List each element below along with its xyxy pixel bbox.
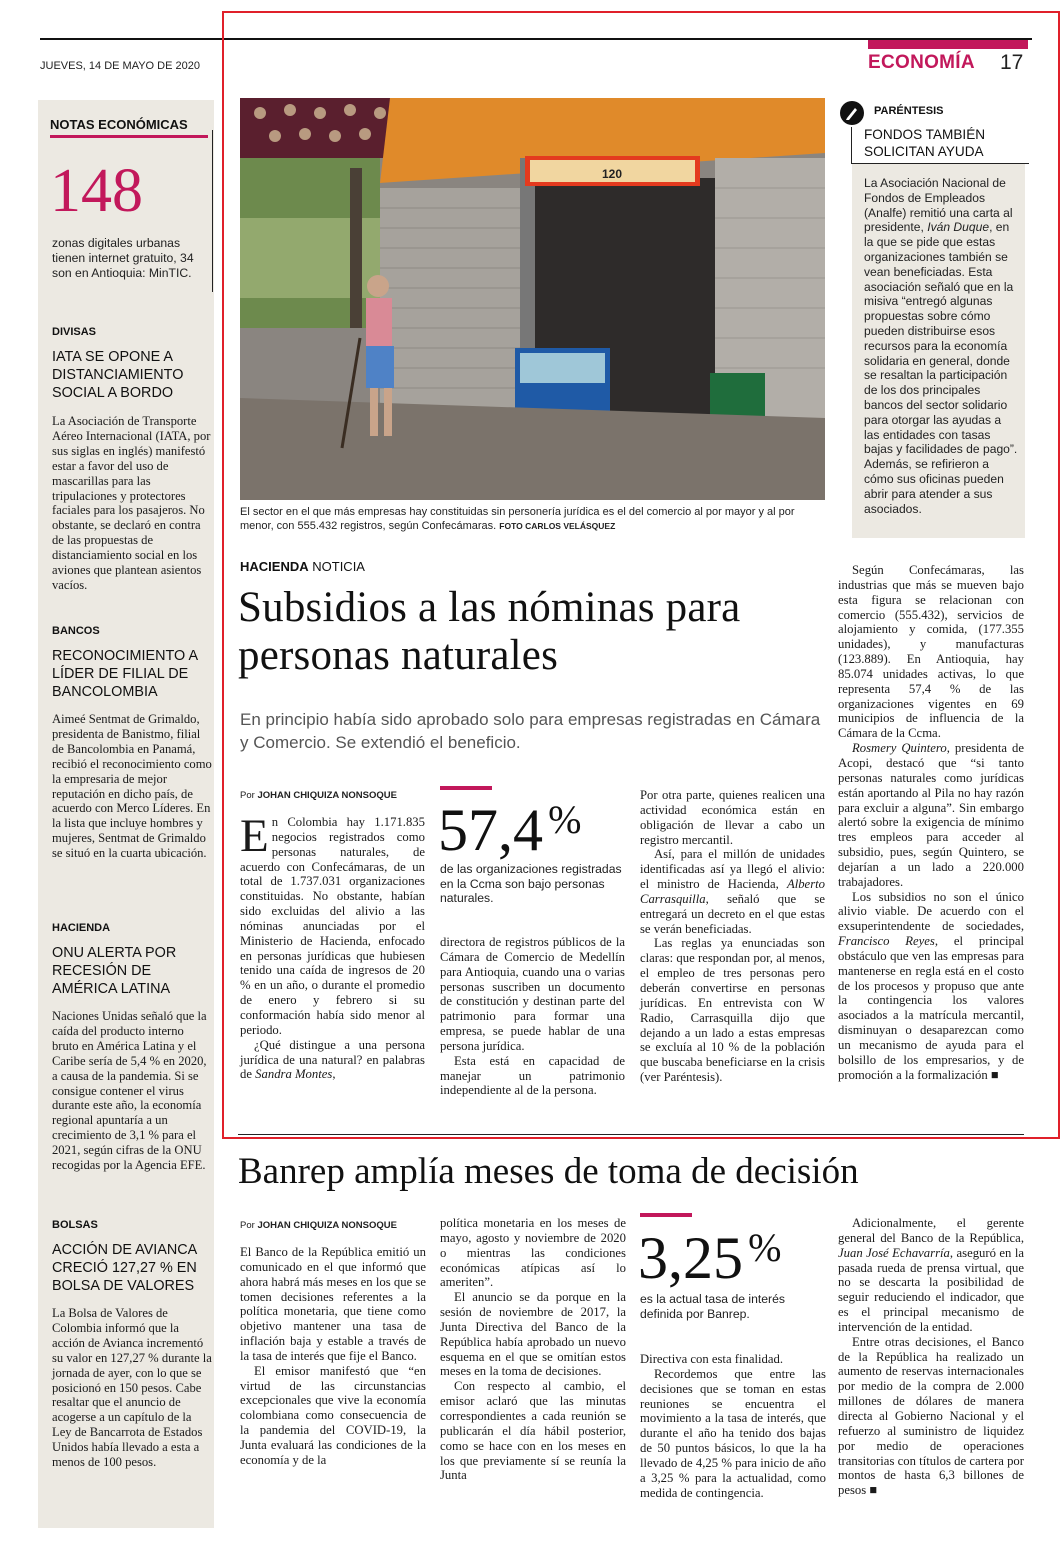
note-category: BOLSAS: [52, 1219, 98, 1231]
parentesis-body-text: La Asociación Nacional de Fondos de Empleados (Analfe) remitió una carta al presidente,: [864, 176, 1013, 235]
second-col-3: [640, 1352, 826, 1500]
main-col-1: [240, 810, 425, 1082]
paragraph-text: Adicionalmente, el gerente general del Banco de la República,: [838, 1216, 1024, 1245]
main-col-3: [640, 788, 825, 1085]
stat-text: de las organizaciones registradas en la Ccma son bajo personas naturales.: [440, 862, 622, 905]
paragraph-text: , el principal obstáculo que ven las empresas para mantenerse en regla está en el costo de los procesos y propuso que ante la contingencia los valores asociados a la matrícula mercantil, disminuyan o desaparezcan como un mecanismo de ayuda para el bolsillo de los empresarios, y de promoción a la formalización ■: [838, 934, 1024, 1082]
paragraph-person: Juan José Echavarría: [838, 1245, 950, 1260]
sidebar-big-number-text: zonas digitales urbanas tienen internet gratuito, 34 son en Antioquia: MinTIC.: [52, 236, 194, 280]
second-col-2: [440, 1216, 626, 1483]
paragraph: [838, 890, 1024, 1083]
note-headline: RECONOCIMIENTO A LÍDER DE FILIAL DE BANCOLOMBIA: [52, 648, 198, 700]
main-col-4: [838, 563, 1024, 1083]
paragraph: El anuncio se da porque en la sesión de noviembre de 2017, la Junta Directiva del Banco de la República había aprobado un nuevo esquema en el que se omitían estos meses en la toma de decisiones.: [440, 1290, 626, 1379]
paragraph: Esta está en capacidad de manejar un patrimonio independiente al de la persona.: [440, 1053, 625, 1098]
paragraph: [240, 1038, 425, 1083]
second-headline: Banrep amplía meses de toma de decisión: [238, 1151, 859, 1192]
note-body: Naciones Unidas señaló que la caída del producto interno bruto en América Latina y el Caribe sería de 5,4 % en 2020, a causa de la pandemia. Si se consigue contener el virus durante este año, la economía regional apuntaría a un crecimiento de 3,1 % para el 2021, según cifras de la ONU recogidas por la Agencia EFE.: [52, 1009, 207, 1173]
paragraph: Las reglas ya enunciadas son claras: que respondan por, al menos, el empleo de tres personas pero deberán convertirse en personas jurídicas. En entrevista con W Radio, Carrasquilla dijo que dejando a un lado a estas empresas se excluía al 10 % de la población que buscaba beneficiarse en la crisis (ver Paréntesis).: [640, 936, 825, 1085]
publication-date: JUEVES, 14 DE MAYO DE 2020: [40, 60, 200, 72]
note-category: HACIENDA: [52, 922, 111, 934]
paragraph-text: Así, para el millón de unidades identificadas así ya llegó el alivio: el ministro de Hacienda,: [640, 847, 825, 892]
kicker-section: HACIENDA: [240, 559, 309, 574]
note-category: DIVISAS: [52, 326, 97, 338]
byline-prefix: Por: [240, 790, 255, 801]
photo-caption-text: El sector en el que más empresas hay constituidas sin personería jurídica es el del comercio al por mayor y al por menor, con 555.432 registros, según Confecámaras.: [240, 506, 795, 532]
article-photo: [240, 98, 825, 500]
paragraph: política monetaria en los meses de mayo, agosto y noviembre de 2020 o mientras las condiciones económicas atípicas así lo ameriten”.: [440, 1216, 626, 1290]
paragraph-text: , aseguró en la pasada rueda de prensa virtual, que no se descarta la posibilidad de seguir reduciendo el indicador, que es el principal mecanismo de intervención de la entidad.: [838, 1245, 1024, 1334]
paragraph: Recordemos que entre las decisiones que se toman en estas reuniones se encuentra el movimiento a la tasa de interés, que durante el año ha tenido dos bajas de 50 puntos básicos, lo que la ha llevado de 4,25 % para inicio de año a 3,25 % para la actualidad, como medida de contingencia.: [640, 1366, 826, 1500]
paragraph-person: Alberto Carrasquilla: [640, 877, 825, 906]
paragraph: Con respecto al cambio, el emisor aclaró que las minutas correspondientes a cada reunión se publicarán el día hábil posterior, como se hace con en los meses en los que previamente sí se reunía la Junta: [440, 1379, 626, 1483]
photo-credit: FOTO CARLOS VELÁSQUEZ: [499, 521, 616, 531]
paragraph: [640, 847, 825, 936]
main-col-2: [440, 935, 625, 1098]
parentesis-body: [864, 176, 1018, 516]
photo-caption: [240, 505, 825, 533]
note-body: Aimeé Sentmat de Grimaldo, presidenta de Banistmo, filial de Bancolombia en Panamá, recibió el reconocimiento como la empresaria de mejor reputación en dicho país, de acuerdo con Merco Líderes. En la lista que incluye hombres y mujeres, Sentmat de Grimaldo se situó en la cuarta ubicación.: [52, 712, 212, 861]
note-body: La Asociación de Transporte Aéreo Internacional (IATA, por sus siglas en inglés) manifestó estar a favor del uso de mascarillas para las tripulaciones y protectores faciales para los pasajeros. No obstante, se declaró en contra de las propuestas de distanciamiento social en los aviones que plantean asientos vacíos.: [52, 414, 211, 592]
page-number: 17: [1000, 51, 1024, 74]
sidebar-title: NOTAS ECONÓMICAS: [50, 117, 188, 132]
byline-author: JOHAN CHIQUIZA NONSOQUE: [257, 790, 397, 801]
main-headline: Subsidios a las nóminas para personas naturales: [238, 584, 741, 679]
second-col-4: [838, 1216, 1024, 1498]
paragraph: directora de registros públicos de la Cámara de Comercio de Medellín para Antioquia, cuando una o varias personas suscriben un documento de constitución y destinan parte del patrimonio para formar una empresa, se puede hablar de una persona jurídica.: [440, 935, 625, 1053]
paragraph: El emisor manifestó que “en virtud de las circunstancias excepcionales que vive la economía colombiana como consecuencia de la pandemia del COVID-19, la Junta evaluará las condiciones de la economía y de la: [240, 1363, 426, 1467]
paragraph: [838, 741, 1024, 889]
stat-unit: %: [548, 797, 582, 842]
byline-author: JOHAN CHIQUIZA NONSOQUE: [257, 1220, 397, 1231]
stat-unit: %: [748, 1225, 782, 1270]
section-rule: [868, 40, 1028, 49]
kicker-type: NOTICIA: [312, 559, 365, 574]
paragraph-text: , señaló que se entregará un decreto en el que estas se verán beneficiadas.: [640, 891, 825, 936]
paragraph-person: Sandra Montes: [255, 1067, 333, 1082]
paragraph: Entre otras decisiones, el Banco de la República ha realizado un aumento de reservas internacionales por medio de la compra de 2.000 millones de dólares de manera directa al Gobierno Nacional y el refuerzo al suministro de liquidez por medio de operaciones transitorias con títulos de cartera por montos de hasta 6,3 billones de pesos ■: [838, 1334, 1024, 1498]
stat-figure: [438, 797, 582, 863]
paragraph-text: ¿Qué distingue a una persona jurídica de una natural? en palabras de: [240, 1037, 425, 1082]
stat-text: es la actual tasa de interés definida por Banrep.: [640, 1292, 785, 1321]
story-divider: [238, 1134, 1024, 1135]
second-col-1: [240, 1245, 426, 1468]
paragraph-text: , presidenta de Acopi, destacó que “si tanto personas naturales como jurídicas están aportando al Pila no hay razón para excluir a alguna”. Sin embargo alertó sobre la exigencia de mínimo tres empleos para acceder al subsidio, pues, según Quintero, se dejarían a un lado a 220.000 trabajadores.: [838, 741, 1024, 889]
main-deck: En principio había sido aprobado solo para empresas registradas en Cámara y Comercio. Se extendió el beneficio.: [240, 710, 821, 752]
note-category: BANCOS: [52, 625, 100, 637]
stat-rule: [640, 1213, 692, 1217]
stat-rule: [440, 786, 492, 790]
parentesis-body-person: Iván Duque: [927, 220, 990, 235]
kiosk-sign-number: 120: [601, 167, 623, 181]
stat-figure: [638, 1225, 782, 1291]
story-kicker: [240, 559, 365, 574]
drop-cap: E: [240, 810, 269, 862]
paragraph-person: Francisco Reyes: [838, 934, 935, 949]
paragraph-text: ,: [332, 1067, 336, 1082]
parentesis-divider: [851, 127, 852, 164]
paragraph: [838, 1216, 1024, 1335]
parentesis-label: PARÉNTESIS: [874, 105, 944, 117]
byline-prefix: Por: [240, 1220, 255, 1231]
sidebar-big-number: 148: [50, 157, 143, 225]
pen-icon: [840, 101, 864, 125]
paragraph: El Banco de la República emitió un comunicado en el que informó que ahora habrá más meses en los que se tomen decisiones referentes a la política monetaria, que tiene como objetivo mantener una tasa de inflación baja y estable a través de la tasa de interés que fije el Banco.: [240, 1245, 426, 1363]
sidebar-title-rule: [50, 135, 208, 138]
note-headline: ACCIÓN DE AVIANCA CRECIÓ 127,27 % EN BOLSA DE VALORES: [52, 1242, 197, 1294]
paragraph-text: Los subsidios no son el único alivio viable. De acuerdo con el exsuperintendente de sociedades,: [838, 889, 1024, 934]
paragraph: Directiva con esta finalidad.: [640, 1352, 784, 1366]
section-name: ECONOMÍA: [868, 52, 975, 73]
parentesis-body-text: , en la que se pide que estas organizaciones también se vean beneficiadas. Esta asociación señaló que en la misiva “entregó algunas propuestas sobre cómo pueden distribuirse esos recursos para la economía solidaria en general, donde se resaltan la participación de los dos principales bancos del sector solidario para otorgar las ayudas a las entidades con tasas bajas y facilidades de pago”. Además, se refirieron a cómo sus oficinas pueden abrir para atender a sus asociados.: [864, 220, 1018, 516]
main-byline: [240, 790, 397, 801]
note-headline: ONU ALERTA POR RECESIÓN DE AMÉRICA LATINA: [52, 945, 177, 997]
paragraph: n Colombia hay 1.171.835 negocios registrados como personas naturales, de acuerdo con Confecámaras, de un total de 1.737.031 organizaciones constituidas. No obstante, habían sido excluidas del alivio a las nóminas anunciadas por el Ministerio de Hacienda, enfocado en personas jurídicas que hubiesen tenido una caída de ingresos de 20 % en un año, o durante el promedio de enero y febrero si su conformación había sido menor al periodo.: [240, 815, 425, 1037]
sidebar-divider: [212, 130, 213, 292]
stat-number: 3,25: [638, 1225, 743, 1291]
paragraph: Por otra parte, quienes realicen una actividad económica están en obligación de llevar a cabo un registro mercantil.: [640, 788, 825, 847]
paragraph-person: Rosmery Quintero: [852, 741, 947, 756]
note-headline: IATA SE OPONE A DISTANCIAMIENTO SOCIAL A BORDO: [52, 349, 184, 401]
parentesis-headline: FONDOS TAMBIÉN SOLICITAN AYUDA: [864, 127, 986, 159]
stat-number: 57,4: [438, 797, 543, 863]
paragraph: Según Confecámaras, las industrias que más se mueven bajo esta figura se relacionan con comercio (555.432), servicios de alojamiento y comida, (177.355 unidades), y manufacturas (123.889). En Antioquia, hay 85.074 unidades activas, lo que representa 57,4 % de las organizaciones vigentes en 69 municipios de influencia de la Cámara de la Ccma.: [838, 563, 1024, 741]
second-byline: [240, 1220, 397, 1231]
note-body: La Bolsa de Valores de Colombia informó que la acción de Avianca incrementó su valor en 127,27 % durante la jornada de ayer, con lo que se posicionó en 150 pesos. Cabe resaltar que el anuncio de acogerse a un capítulo de la Ley de Bancarrota de Estados Unidos había llevado a esta a menos de 100 pesos.: [52, 1306, 212, 1470]
